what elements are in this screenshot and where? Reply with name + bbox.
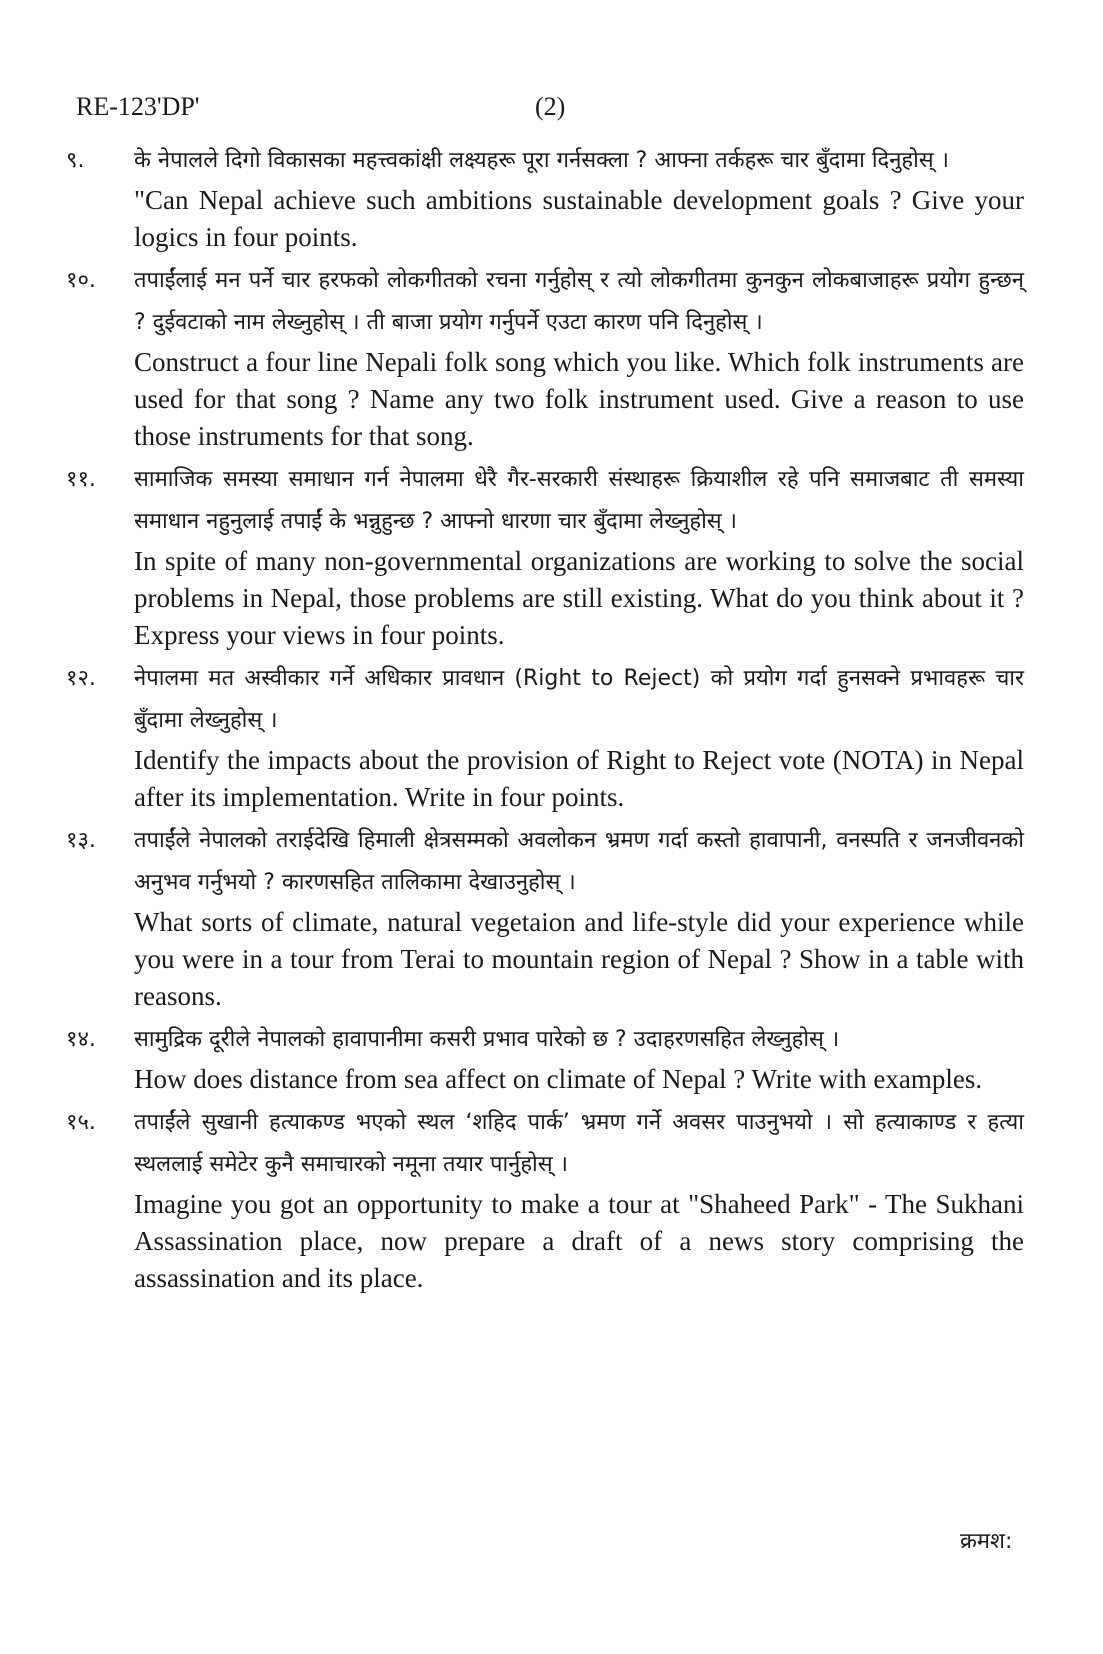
- question-11: [0, 459, 1103, 654]
- question-text-english: What sorts of climate, natural vegetaion and life-style did your experience while you were in a tour from Terai to mountain region of Nepal ? Show in a table with reasons.: [134, 907, 1024, 1011]
- question-text-nepali: के नेपालले दिगो विकासका महत्त्वकांक्षी लक्ष्यहरू पूरा गर्नसक्ला ? आफ्ना तर्कहरू चार बुँदामा दिनुहोस् ।: [134, 148, 950, 173]
- continued-note: क्रमश:: [960, 1529, 1013, 1554]
- question-9: [0, 140, 1103, 256]
- question-text-english: Construct a four line Nepali folk song which you like. Which folk instruments are used for that song ? Name any two folk instrument used. Give a reason to use those instruments for that song.: [134, 347, 1024, 451]
- paper-code: RE-123'DP': [76, 92, 200, 121]
- question-text-nepali: तपाईंले नेपालको तराईदेखि हिमाली क्षेत्रसम्मको अवलोकन भ्रमण गर्दा कस्तो हावापानी, वनस्पति र जनजीवनको अनुभव गर्नुभयो ? कारणसहित तालिकामा देखाउनुहोस् ।: [134, 828, 1024, 895]
- question-number: ११.: [66, 467, 96, 492]
- question-text-english: How does distance from sea affect on climate of Nepal ? Write with examples.: [134, 1064, 983, 1094]
- question-15: [0, 1102, 1103, 1297]
- question-text-nepali: तपाईंले सुखानी हत्याकण्ड भएको स्थल ‘शहिद पार्क’ भ्रमण गर्ने अवसर पाउनुभयो । सो हत्याकाण्ड र हत्या स्थललाई समेटेर कुनै समाचारको नमूना तयार पार्नुहोस् ।: [134, 1110, 1024, 1177]
- question-text-nepali: सामुद्रिक दूरीले नेपालको हावापानीमा कसरी प्रभाव पारेको छ ? उदाहरणसहित लेख्नुहोस् ।: [134, 1027, 840, 1052]
- question-10: [0, 260, 1103, 455]
- question-text-nepali: नेपालमा मत अस्वीकार गर्ने अधिकार प्रावधान (Right to Reject) को प्रयोग गर्दा हुनसक्ने प्रभावहरू चार बुँदामा लेख्नुहोस् ।: [134, 666, 1024, 733]
- question-13: [0, 820, 1103, 1015]
- question-number: १३.: [66, 828, 96, 853]
- question-number: १२.: [66, 666, 96, 691]
- question-number: १४.: [66, 1027, 96, 1052]
- question-list: [0, 140, 1103, 1301]
- question-14: [0, 1019, 1103, 1098]
- page-number: (2): [535, 92, 566, 121]
- question-text-english: Imagine you got an opportunity to make a tour at "Shaheed Park" - The Sukhani Assassination place, now prepare a draft of a news story comprising the assassination and its place.: [134, 1189, 1024, 1293]
- question-number: ९.: [66, 148, 85, 173]
- question-number: १०.: [66, 268, 96, 293]
- question-number: १५.: [66, 1110, 96, 1135]
- question-12: [0, 658, 1103, 816]
- question-text-english: Identify the impacts about the provision of Right to Reject vote (NOTA) in Nepal after its implementation. Write in four points.: [134, 745, 1024, 812]
- question-text-english: "Can Nepal achieve such ambitions sustainable development goals ? Give your logics in four points.: [134, 185, 1024, 252]
- question-text-nepali: सामाजिक समस्या समाधान गर्न नेपालमा धेरै गैर-सरकारी संस्थाहरू क्रियाशील रहे पनि समाजबाट ती समस्या समाधान नहुनुलाई तपाईं के भन्नुहुन्छ ? आफ्नो धारणा चार बुँदामा लेख्नुहोस् ।: [134, 467, 1024, 534]
- question-text-nepali: तपाईंलाई मन पर्ने चार हरफको लोकगीतको रचना गर्नुहोस् र त्यो लोकगीतमा कुनकुन लोकबाजाहरू प्रयोग हुन्छन् ? दुईवटाको नाम लेख्नुहोस् । ती बाजा प्रयोग गर्नुपर्ने एउटा कारण पनि दिनुहोस् ।: [134, 268, 1024, 335]
- question-text-english: In spite of many non-governmental organizations are working to solve the social problems in Nepal, those problems are still existing. What do you think about it ? Express your views in four points.: [134, 546, 1024, 650]
